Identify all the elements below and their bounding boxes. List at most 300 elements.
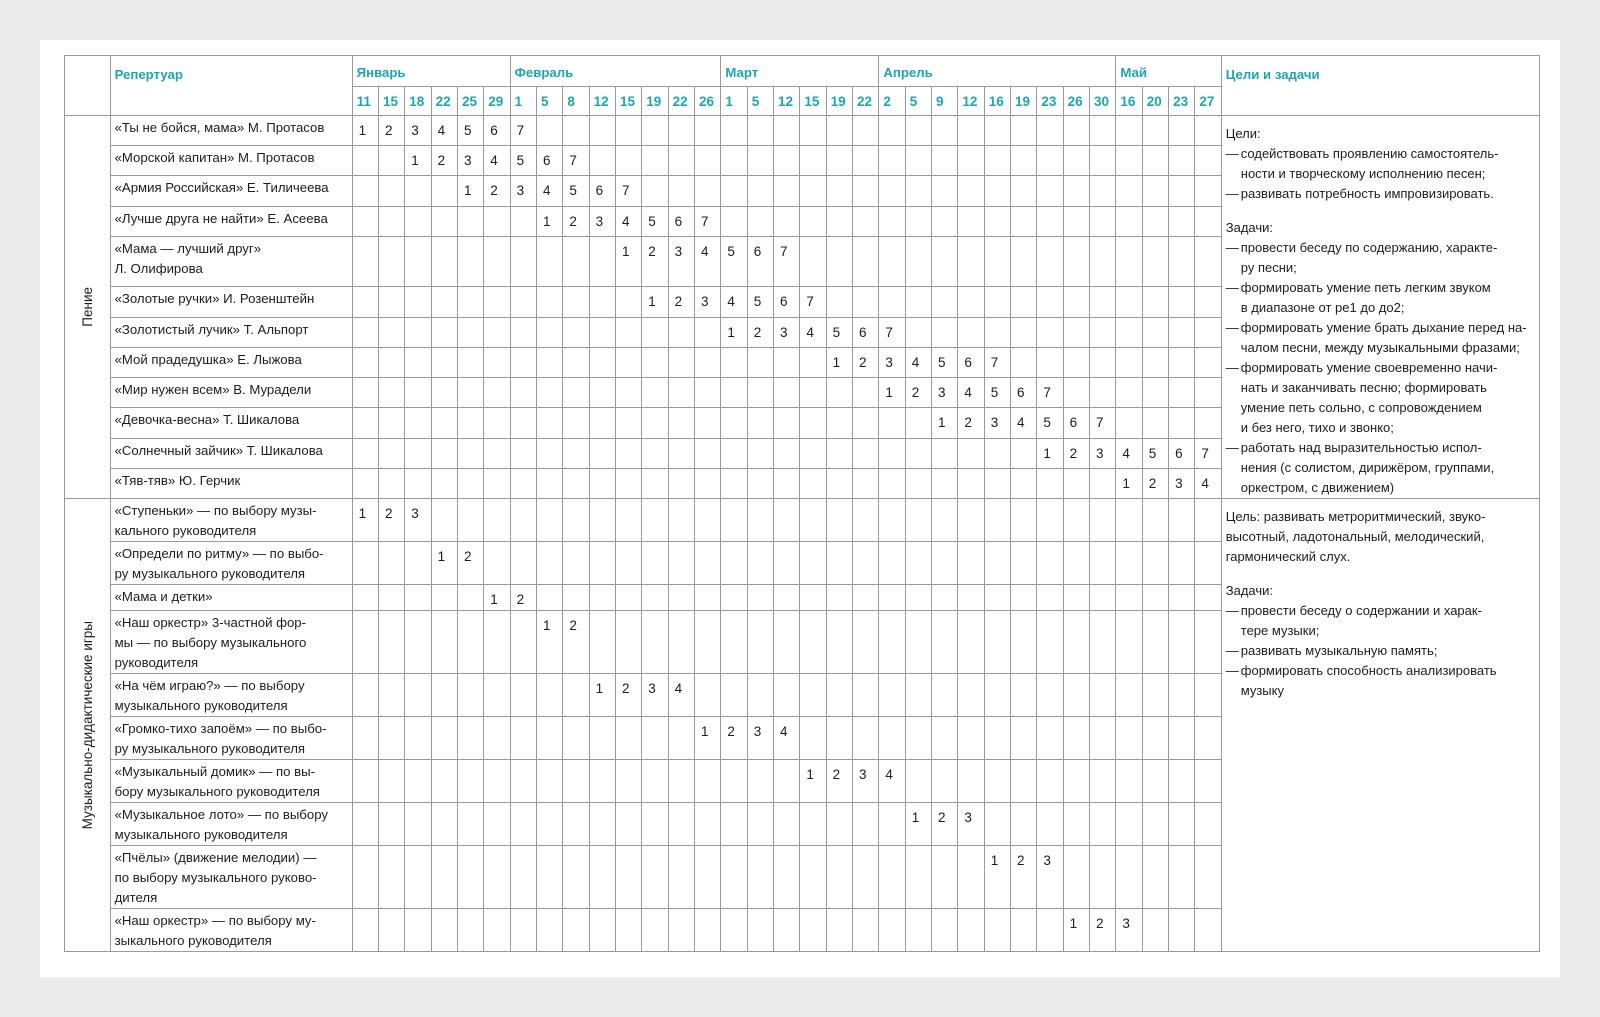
lesson-cell: [536, 468, 562, 498]
repertoire-title: «Наш оркестр» 3-частной фор- мы — по выбору музыкального руководителя: [110, 611, 352, 674]
lesson-cell: [694, 347, 720, 377]
lesson-cell: [1090, 717, 1116, 760]
lesson-cell: [378, 347, 404, 377]
repertoire-title: «На чём играю?» — по выбору музыкального руководителя: [110, 674, 352, 717]
lesson-cell: [1011, 116, 1037, 146]
lesson-cell: [774, 611, 800, 674]
lesson-cell: 2: [932, 803, 958, 846]
lesson-cell: [1037, 146, 1063, 176]
lesson-cell: [563, 236, 589, 286]
lesson-cell: [589, 287, 615, 317]
lesson-cell: [721, 803, 747, 846]
lesson-cell: [615, 438, 641, 468]
month-label: Январь: [356, 65, 406, 80]
lesson-cell: [510, 317, 536, 347]
lesson-cell: [826, 468, 852, 498]
lesson-cell: [1169, 146, 1195, 176]
lesson-cell: [484, 611, 510, 674]
lesson-cell: [1169, 499, 1195, 542]
lesson-cell: 1: [984, 846, 1010, 909]
lesson-cell: [457, 378, 483, 408]
task-item: — формировать умение петь легким звуком в диапазоне от ре1 до до2;: [1226, 278, 1537, 318]
date-header: 12: [958, 87, 984, 116]
lesson-cell: [668, 803, 694, 846]
lesson-cell: [484, 909, 510, 952]
lesson-cell: 2: [1063, 438, 1089, 468]
lesson-cell: [905, 438, 931, 468]
lesson-cell: [563, 378, 589, 408]
date-header: 19: [1011, 87, 1037, 116]
lesson-cell: [484, 236, 510, 286]
date-header: 12: [774, 87, 800, 116]
lesson-cell: [1142, 408, 1168, 438]
goals-cell: [1221, 116, 1539, 499]
lesson-cell: [536, 317, 562, 347]
lesson-cell: [694, 846, 720, 909]
lesson-cell: [589, 542, 615, 585]
lesson-cell: 2: [905, 378, 931, 408]
lesson-cell: [1011, 206, 1037, 236]
lesson-cell: [1195, 408, 1221, 438]
lesson-cell: [800, 176, 826, 206]
lesson-cell: 7: [510, 116, 536, 146]
lesson-cell: [615, 287, 641, 317]
lesson-cell: 1: [405, 146, 431, 176]
lesson-cell: 3: [668, 236, 694, 286]
lesson-cell: 4: [800, 317, 826, 347]
date-header: 26: [694, 87, 720, 116]
lesson-cell: [1195, 909, 1221, 952]
lesson-cell: [484, 760, 510, 803]
lesson-cell: [984, 611, 1010, 674]
lesson-cell: [1063, 176, 1089, 206]
lesson-cell: [642, 468, 668, 498]
lesson-cell: [1011, 909, 1037, 952]
tasks-heading: Задачи:: [1225, 220, 1274, 235]
lesson-cell: [431, 499, 457, 542]
lesson-cell: [589, 236, 615, 286]
repertoire-title: «Девочка-весна» Т. Шикалова: [110, 408, 352, 438]
lesson-cell: [668, 116, 694, 146]
lesson-cell: [721, 347, 747, 377]
lesson-cell: [642, 717, 668, 760]
lesson-cell: [958, 611, 984, 674]
lesson-cell: [1063, 116, 1089, 146]
lesson-cell: [563, 287, 589, 317]
lesson-cell: [589, 909, 615, 952]
lesson-cell: [879, 176, 905, 206]
lesson-cell: [1063, 287, 1089, 317]
lesson-cell: [800, 116, 826, 146]
lesson-cell: [484, 317, 510, 347]
lesson-cell: [536, 347, 562, 377]
lesson-cell: [405, 236, 431, 286]
lesson-cell: [905, 146, 931, 176]
lesson-cell: [457, 438, 483, 468]
lesson-cell: [431, 438, 457, 468]
lesson-cell: [774, 468, 800, 498]
lesson-cell: 6: [853, 317, 879, 347]
lesson-cell: [694, 499, 720, 542]
lesson-cell: 5: [457, 116, 483, 146]
month-label: Март: [725, 65, 759, 80]
lesson-cell: [853, 468, 879, 498]
lesson-cell: [1169, 347, 1195, 377]
lesson-cell: [1116, 206, 1142, 236]
lesson-cell: [800, 206, 826, 236]
lesson-cell: [668, 760, 694, 803]
lesson-cell: [1142, 206, 1168, 236]
lesson-cell: [431, 287, 457, 317]
lesson-cell: [905, 674, 931, 717]
month-header: [352, 56, 510, 87]
lesson-cell: [984, 585, 1010, 611]
lesson-cell: [1195, 499, 1221, 542]
lesson-cell: 2: [1011, 846, 1037, 909]
lesson-cell: [1037, 317, 1063, 347]
lesson-cell: [1169, 846, 1195, 909]
lesson-cell: [1037, 287, 1063, 317]
lesson-cell: [510, 378, 536, 408]
header-row-months: [65, 56, 1540, 87]
lesson-cell: [853, 803, 879, 846]
lesson-cell: [1195, 206, 1221, 236]
lesson-cell: [958, 468, 984, 498]
lesson-cell: [352, 674, 378, 717]
lesson-cell: [642, 611, 668, 674]
lesson-cell: [1090, 468, 1116, 498]
lesson-cell: [668, 499, 694, 542]
lesson-cell: [1169, 317, 1195, 347]
lesson-cell: 7: [984, 347, 1010, 377]
lesson-cell: [1116, 585, 1142, 611]
lesson-cell: 2: [1090, 909, 1116, 952]
lesson-cell: [378, 611, 404, 674]
lesson-cell: [457, 717, 483, 760]
lesson-cell: [800, 408, 826, 438]
lesson-cell: [1037, 236, 1063, 286]
lesson-cell: 3: [1037, 846, 1063, 909]
lesson-cell: [826, 408, 852, 438]
lesson-cell: 4: [905, 347, 931, 377]
lesson-cell: [510, 542, 536, 585]
lesson-cell: [1011, 674, 1037, 717]
lesson-cell: [352, 803, 378, 846]
lesson-cell: [1090, 176, 1116, 206]
lesson-cell: [405, 206, 431, 236]
lesson-cell: [668, 542, 694, 585]
lesson-cell: [1142, 116, 1168, 146]
lesson-cell: 6: [1011, 378, 1037, 408]
lesson-cell: [352, 542, 378, 585]
lesson-cell: [984, 468, 1010, 498]
lesson-cell: 7: [694, 206, 720, 236]
lesson-cell: [694, 542, 720, 585]
lesson-cell: [1195, 236, 1221, 286]
lesson-cell: 2: [1142, 468, 1168, 498]
lesson-cell: [932, 717, 958, 760]
lesson-cell: [1090, 287, 1116, 317]
date-header: 5: [905, 87, 931, 116]
lesson-cell: [1195, 803, 1221, 846]
date-header: 30: [1090, 87, 1116, 116]
lesson-cell: [1142, 146, 1168, 176]
lesson-cell: 2: [642, 236, 668, 286]
lesson-cell: 1: [352, 499, 378, 542]
lesson-cell: [879, 499, 905, 542]
lesson-cell: [536, 803, 562, 846]
lesson-cell: [1169, 909, 1195, 952]
task-item: — провести беседу по содержанию, характе- ру песни;: [1226, 238, 1537, 278]
lesson-cell: [1116, 611, 1142, 674]
lesson-cell: [800, 674, 826, 717]
repertoire-title: «Музыкальное лото» — по выбору музыкального руководителя: [110, 803, 352, 846]
lesson-cell: 5: [1037, 408, 1063, 438]
lesson-cell: [1063, 146, 1089, 176]
category-header-cell: [65, 56, 111, 116]
lesson-cell: [352, 468, 378, 498]
lesson-cell: [405, 317, 431, 347]
lesson-cell: [668, 585, 694, 611]
lesson-cell: 1: [694, 717, 720, 760]
lesson-cell: [958, 542, 984, 585]
lesson-cell: 1: [536, 206, 562, 236]
lesson-cell: [1037, 176, 1063, 206]
date-header: 5: [536, 87, 562, 116]
lesson-cell: [800, 146, 826, 176]
lesson-cell: [642, 760, 668, 803]
lesson-cell: [510, 717, 536, 760]
lesson-cell: 2: [615, 674, 641, 717]
lesson-cell: 6: [668, 206, 694, 236]
category-label: Музыкально-дидактические игры: [79, 620, 95, 830]
date-header: 22: [853, 87, 879, 116]
lesson-cell: [1037, 909, 1063, 952]
lesson-cell: [378, 287, 404, 317]
lesson-cell: [747, 206, 773, 236]
lesson-cell: [1011, 760, 1037, 803]
lesson-cell: [800, 803, 826, 846]
lesson-cell: [1090, 542, 1116, 585]
category-cell: [65, 116, 111, 499]
lesson-cell: [826, 717, 852, 760]
month-label: Апрель: [883, 65, 933, 80]
lesson-cell: [352, 846, 378, 909]
lesson-cell: [615, 803, 641, 846]
lesson-cell: [378, 760, 404, 803]
lesson-cell: [1169, 611, 1195, 674]
lesson-cell: [1169, 287, 1195, 317]
lesson-cell: [1063, 347, 1089, 377]
lesson-cell: [1116, 717, 1142, 760]
lesson-cell: 3: [853, 760, 879, 803]
lesson-cell: [431, 378, 457, 408]
repertoire-title: «Тяв-тяв» Ю. Герчик: [110, 468, 352, 498]
lesson-cell: [984, 236, 1010, 286]
lesson-cell: [905, 206, 931, 236]
lesson-cell: 2: [378, 116, 404, 146]
date-header: 12: [589, 87, 615, 116]
lesson-cell: [984, 116, 1010, 146]
lesson-cell: [536, 909, 562, 952]
lesson-cell: [1142, 176, 1168, 206]
lesson-cell: 3: [1169, 468, 1195, 498]
lesson-cell: [378, 206, 404, 236]
lesson-cell: 1: [642, 287, 668, 317]
lesson-cell: [457, 236, 483, 286]
lesson-cell: [484, 438, 510, 468]
lesson-cell: [378, 674, 404, 717]
lesson-cell: [826, 803, 852, 846]
lesson-cell: [694, 585, 720, 611]
lesson-cell: [352, 717, 378, 760]
lesson-cell: [932, 438, 958, 468]
lesson-cell: [536, 585, 562, 611]
lesson-cell: 3: [747, 717, 773, 760]
lesson-cell: [457, 585, 483, 611]
lesson-cell: 7: [615, 176, 641, 206]
repertoire-title: «Золотые ручки» И. Розенштейн: [110, 287, 352, 317]
lesson-cell: [1063, 846, 1089, 909]
lesson-cell: [510, 760, 536, 803]
lesson-cell: [721, 146, 747, 176]
lesson-cell: [352, 236, 378, 286]
lesson-cell: [589, 585, 615, 611]
lesson-cell: [826, 176, 852, 206]
lesson-cell: 1: [800, 760, 826, 803]
lesson-cell: [800, 585, 826, 611]
lesson-cell: [747, 378, 773, 408]
lesson-cell: [721, 611, 747, 674]
lesson-cell: [1195, 347, 1221, 377]
lesson-cell: 2: [431, 146, 457, 176]
lesson-cell: [431, 347, 457, 377]
goals-heading: Цели:: [1225, 126, 1261, 141]
tasks-list: [1226, 601, 1537, 701]
lesson-cell: [1195, 846, 1221, 909]
lesson-cell: [1116, 116, 1142, 146]
month-header: [721, 56, 879, 87]
lesson-cell: [1116, 176, 1142, 206]
repertoire-title: «Мама — лучший друг» Л. Олифирова: [110, 236, 352, 286]
lesson-cell: [958, 909, 984, 952]
lesson-cell: [352, 287, 378, 317]
lesson-cell: [932, 468, 958, 498]
lesson-cell: [984, 803, 1010, 846]
lesson-cell: [826, 378, 852, 408]
lesson-cell: [905, 287, 931, 317]
lesson-cell: [352, 585, 378, 611]
lesson-cell: [1169, 236, 1195, 286]
lesson-cell: [352, 378, 378, 408]
lesson-cell: [826, 206, 852, 236]
lesson-cell: 2: [510, 585, 536, 611]
lesson-cell: [1090, 116, 1116, 146]
lesson-cell: [1037, 611, 1063, 674]
lesson-cell: [1116, 846, 1142, 909]
lesson-cell: [642, 408, 668, 438]
lesson-cell: [747, 760, 773, 803]
month-header: [510, 56, 721, 87]
lesson-cell: [510, 468, 536, 498]
lesson-cell: [1037, 499, 1063, 542]
lesson-cell: [1142, 317, 1168, 347]
lesson-cell: [774, 116, 800, 146]
lesson-cell: [958, 176, 984, 206]
repertoire-title: «Морской капитан» М. Протасов: [110, 146, 352, 176]
lesson-cell: [747, 347, 773, 377]
lesson-cell: [826, 116, 852, 146]
lesson-cell: [958, 674, 984, 717]
lesson-cell: [378, 585, 404, 611]
lesson-cell: [457, 287, 483, 317]
lesson-cell: [668, 611, 694, 674]
lesson-cell: [378, 803, 404, 846]
lesson-cell: 2: [378, 499, 404, 542]
lesson-cell: [431, 206, 457, 236]
repertoire-title: «Лучше друга не найти» Е. Асеева: [110, 206, 352, 236]
lesson-cell: [1142, 378, 1168, 408]
lesson-cell: [1116, 499, 1142, 542]
lesson-cell: [1090, 585, 1116, 611]
lesson-cell: [1169, 760, 1195, 803]
lesson-cell: 1: [457, 176, 483, 206]
lesson-cell: [774, 176, 800, 206]
lesson-cell: [457, 499, 483, 542]
lesson-cell: [694, 438, 720, 468]
lesson-cell: [879, 438, 905, 468]
lesson-cell: [1011, 347, 1037, 377]
lesson-cell: [694, 674, 720, 717]
repertoire-title: «Ступеньки» — по выбору музы- кального руководителя: [110, 499, 352, 542]
date-header: 19: [642, 87, 668, 116]
task-item: — провести беседу о содержании и харак- тере музыки;: [1226, 601, 1537, 641]
schedule-row: [65, 116, 1540, 146]
lesson-cell: [642, 909, 668, 952]
lesson-cell: [405, 408, 431, 438]
lesson-cell: [642, 585, 668, 611]
lesson-cell: [615, 909, 641, 952]
lesson-cell: [958, 116, 984, 146]
lesson-cell: [958, 717, 984, 760]
lesson-cell: [484, 846, 510, 909]
lesson-cell: [431, 176, 457, 206]
lesson-cell: [457, 468, 483, 498]
lesson-cell: [1037, 347, 1063, 377]
lesson-cell: [853, 909, 879, 952]
lesson-cell: [774, 408, 800, 438]
lesson-cell: [721, 909, 747, 952]
lesson-cell: [405, 585, 431, 611]
lesson-cell: [853, 287, 879, 317]
lesson-cell: [800, 611, 826, 674]
lesson-cell: [431, 803, 457, 846]
lesson-cell: [1037, 542, 1063, 585]
lesson-cell: [352, 146, 378, 176]
lesson-cell: [536, 542, 562, 585]
lesson-cell: [905, 585, 931, 611]
lesson-cell: [536, 438, 562, 468]
lesson-cell: 5: [826, 317, 852, 347]
lesson-cell: [905, 717, 931, 760]
lesson-cell: [774, 206, 800, 236]
repertoire-title: «Золотистый лучик» Т. Альпорт: [110, 317, 352, 347]
repertoire-title: «Громко-тихо запоём» — по выбо- ру музыкального руководителя: [110, 717, 352, 760]
task-item: — развивать музыкальную память;: [1226, 641, 1537, 661]
lesson-cell: 2: [484, 176, 510, 206]
lesson-cell: [352, 611, 378, 674]
lesson-cell: [774, 438, 800, 468]
